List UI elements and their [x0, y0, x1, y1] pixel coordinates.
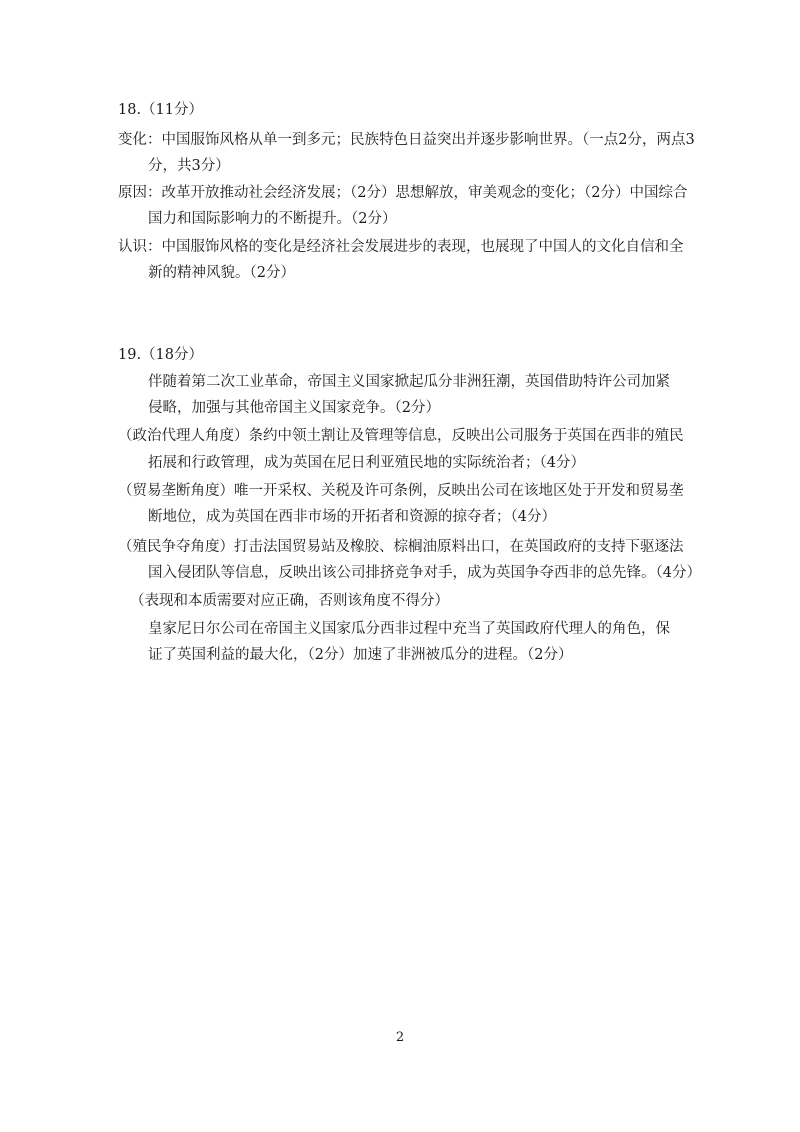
q18-reason-line-1: 原因：改革开放推动社会经济发展；（2分）思想解放，审美观念的变化；（2分）中国综合: [118, 185, 688, 201]
q19-scoring-note: （表现和本质需要对应正确，否则该角度不得分）: [130, 593, 449, 609]
q19-colonial-line-2: 国入侵团队等信息，反映出该公司排挤竞争对手，成为英国争夺西非的总先锋。（4分）: [148, 565, 701, 581]
q19-heading: 19.（18分）: [118, 347, 204, 363]
q19-political-line-2: 拓展和行政管理，成为英国在尼日利亚殖民地的实际统治者；（4分）: [148, 455, 585, 471]
q19-trade-line-2: 断地位，成为英国在西非市场的开拓者和资源的掠夺者；（4分）: [148, 509, 556, 525]
q19-colonial-line-1: （殖民争夺角度）打击法国贸易站及橡胶、棕榈油原料出口，在英国政府的支持下驱逐法: [118, 539, 684, 555]
q19-conclusion-line-2: 证了英国利益的最大化，（2分）加速了非洲被瓜分的进程。（2分）: [148, 647, 573, 663]
q18-understanding-line-1: 认识：中国服饰风格的变化是经济社会发展进步的表现，也展现了中国人的文化自信和全: [118, 239, 684, 255]
q19-political-line-1: （政治代理人角度）条约中领土割让及管理等信息，反映出公司服务于英国在西非的殖民: [118, 428, 684, 444]
page-number: 2: [395, 1030, 405, 1045]
q18-change-line-2: 分，共3分）: [148, 158, 230, 174]
q18-understanding-line-2: 新的精神风貌。（2分）: [148, 265, 295, 281]
q18-heading: 18.（11分）: [118, 102, 204, 118]
q19-trade-line-1: （贸易垄断角度）唯一开采权、关税及许可条例，反映出公司在该地区处于开发和贸易垄: [118, 483, 684, 499]
q18-change-line-1: 变化：中国服饰风格从单一到多元；民族特色日益突出并逐步影响世界。（一点2分，两点3: [118, 132, 695, 148]
q19-conclusion-line-1: 皇家尼日尔公司在帝国主义国家瓜分西非过程中充当了英国政府代理人的角色，保: [148, 621, 670, 637]
q19-background-line-2: 侵略，加强与其他帝国主义国家竞争。（2分）: [148, 400, 440, 416]
q19-background-line-1: 伴随着第二次工业革命，帝国主义国家掀起瓜分非洲狂潮，英国借助特许公司加紧: [148, 374, 670, 390]
q18-reason-line-2: 国力和国际影响力的不断提升。（2分）: [148, 211, 397, 227]
